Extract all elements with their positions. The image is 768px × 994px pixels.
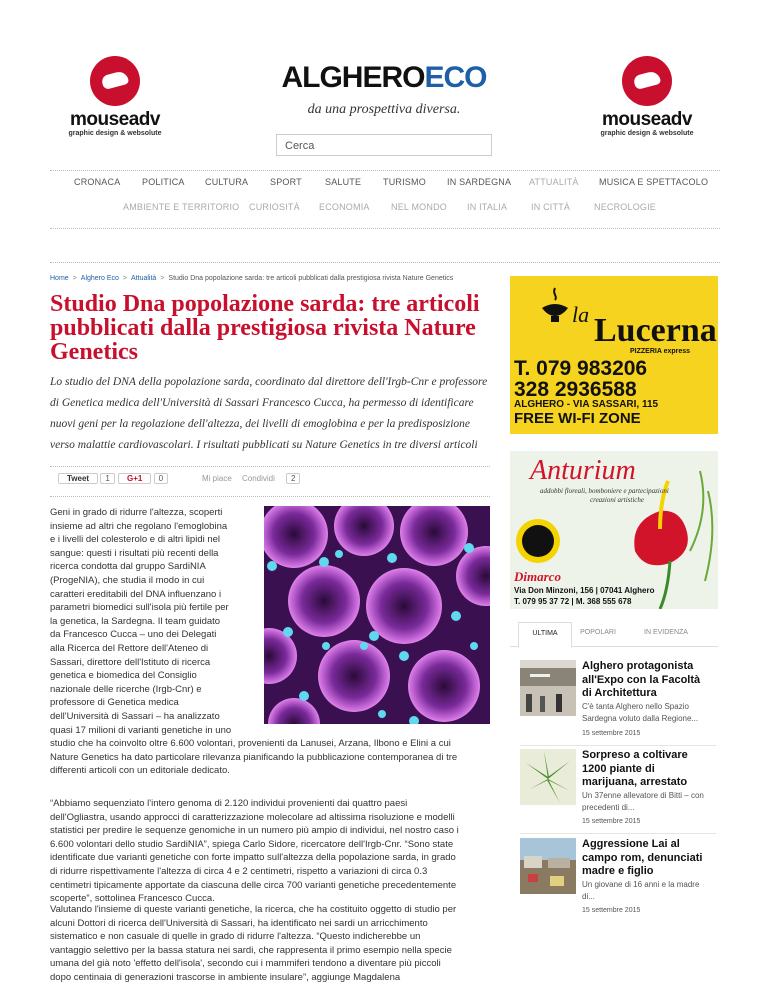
news-excerpt: Un giovane di 16 anni e la madre di... xyxy=(582,880,700,901)
tab-in-evidenza[interactable]: IN EVIDENZA xyxy=(644,629,688,636)
news-excerpt: Un 37enne allevatore di Bitti – con precedenti di... xyxy=(582,791,704,812)
article-title: Studio Dna popolazione sarda: tre articoli pubblicati dalla prestigiosa rivista Nature Genetics xyxy=(50,291,480,365)
mouseadv-name: mouseadv xyxy=(602,109,692,130)
news-excerpt: C'è tanta Alghero nello Spazio Sardegna voluto dalla Regione... xyxy=(582,702,699,723)
share-divider xyxy=(50,496,490,497)
nav-item-ambiente[interactable]: AMBIENTE E TERRITORIO xyxy=(123,202,240,212)
lucerna-phone-1: T. 079 983206 xyxy=(514,357,648,380)
tweet-button[interactable]: Tweet xyxy=(58,473,98,484)
mouseadv-logo-right[interactable] xyxy=(582,56,712,138)
oil-lamp-icon xyxy=(540,286,570,324)
news-title[interactable]: Aggressione Lai al campo rom, denunciati madre e figlio xyxy=(582,838,703,877)
nav-item-cultura[interactable]: CULTURA xyxy=(205,177,249,187)
nav-item-necrologie[interactable]: NECROLOGIE xyxy=(594,202,657,212)
news-date: 15 settembre 2015 xyxy=(582,730,641,737)
like-button[interactable]: Mi piace xyxy=(202,474,232,483)
anturium-ad[interactable] xyxy=(510,451,718,609)
brand-wordmark: ALGHEROECO xyxy=(281,61,487,94)
nav-divider xyxy=(50,170,720,171)
nav-item-cronaca[interactable]: CRONACA xyxy=(74,177,121,187)
tab-popolari[interactable]: POPOLARI xyxy=(580,629,616,636)
anturium-desc-2: creazioni artistiche xyxy=(590,496,644,504)
news-thumbnail[interactable] xyxy=(520,749,576,805)
brand-tagline: da una prospettiva diversa. xyxy=(307,102,461,117)
lucerna-phone-2: 328 2936588 xyxy=(514,378,637,401)
nav-item-economia[interactable]: ECONOMIA xyxy=(319,202,370,212)
anturium-owner: Dimarco xyxy=(514,569,561,584)
mouseadv-tagline: graphic design & websolute xyxy=(600,130,694,137)
algheroeco-logo[interactable] xyxy=(279,62,489,118)
anturium-address: Via Don Minzoni, 156 | 07041 Alghero xyxy=(514,586,655,595)
cells-microscopy-image xyxy=(264,506,490,724)
mouseadv-name: mouseadv xyxy=(70,109,160,130)
share-count: 2 xyxy=(286,473,300,484)
nav-item-sport[interactable]: SPORT xyxy=(270,177,302,187)
share-button[interactable]: Condividi xyxy=(242,474,275,483)
lucerna-subtitle: PIZZERIA express xyxy=(630,348,691,355)
expo-pavilion-image xyxy=(520,660,576,716)
breadcrumb-section[interactable]: Alghero Eco xyxy=(80,275,119,282)
nav-divider xyxy=(50,228,720,229)
breadcrumb-current: Studio Dna popolazione sarda: tre articoli pubblicati dalla prestigiosa rivista Nature Genetics xyxy=(168,275,454,282)
share-divider xyxy=(50,466,490,467)
breadcrumb-home[interactable]: Home xyxy=(50,275,69,282)
tweet-widget[interactable] xyxy=(58,472,115,488)
nav-item-musica-e-spettacolo[interactable]: MUSICA E SPETTACOLO xyxy=(599,177,709,187)
lucerna-prefix: la xyxy=(572,302,590,327)
article-lead: Lo studio del DNA della popolazione sarda, coordinato dal direttore dell'Irgb-Cnr e professore di Genetica medica dell'Università di Sassari Francesco Cucca, ha permesso di identificare nuovi geni per la regolazione dell'altezza, dei livelli di emoglobina e per la predisposizione verso malattie cardiovascolari. I risultati pubblicati su Nature Genetics in tre diversi articoli xyxy=(50,376,488,451)
share-count-widget xyxy=(286,472,300,488)
news-divider xyxy=(520,745,716,746)
mouseadv-tagline: graphic design & websolute xyxy=(68,130,162,137)
gplus-widget[interactable] xyxy=(118,472,168,488)
breadcrumb-category[interactable]: Attualità xyxy=(131,275,157,282)
article-image-cells xyxy=(264,506,490,724)
news-thumbnail[interactable] xyxy=(520,838,576,894)
anturium-brand: Anturium xyxy=(530,455,636,486)
para1-full-text: studio che ha coinvolto oltre 6.600 volontari, provenienti da Lanusei, Arzana, Ilbono e Elini a cui Nature Genetics ha dato particolare rilevanza pianificando la pubblicazione contemporanea di tre differenti articoli con un editoriale dedicato. xyxy=(50,738,458,777)
nav-item-curiosita[interactable]: CURIOSITÀ xyxy=(249,202,300,212)
mouse-icon xyxy=(90,56,140,106)
article-paragraph-3: Valutando l'insieme di queste varianti genetiche, la ricerca, che ha costituito oggetto di studio per alcuni Dottori di ricerca dell'Università di Sassari, ha identificato nei sardi un arricchimento sistematico e non casuale di quelle in grado di ridurre l'altezza. “Questo indicherebbe un vantaggio selettivo per la bassa statura nei sardi, che rappresenta il primo esempio nella specie umana del già noto 'effetto dell'isola', secondo cui i mammiferi tendono a diventare più piccoli dopo centinaia di generazioni trascorse in ambiente insulare”, aggiunge Magdalena xyxy=(50,904,457,983)
news-divider xyxy=(520,833,716,834)
nav-item-in-italia[interactable]: IN ITALIA xyxy=(467,202,508,212)
nav-item-attualita[interactable]: ATTUALITÀ xyxy=(529,177,579,187)
nav-item-nel-mondo[interactable]: NEL MONDO xyxy=(391,202,447,212)
gplus-count: 0 xyxy=(154,473,168,484)
lucerna-brand: Lucerna xyxy=(594,312,717,349)
nav-item-politica[interactable]: POLITICA xyxy=(142,177,185,187)
nav-item-salute[interactable]: SALUTE xyxy=(325,177,362,187)
search-input[interactable]: Cerca xyxy=(276,134,492,156)
marijuana-plant-image xyxy=(520,749,576,805)
mouseadv-logo-left[interactable] xyxy=(50,56,180,138)
para1-wrap-text: Geni in grado di ridurre l'altezza, scoperti insieme ad altri che regolano l'emoglobina e i livelli del colesterolo e di altri lipidi nel sangue: questi i risultati più recenti della ricerca condotta dal gruppo SardiNIA (ProgeNIA), che studia il modo in cui caratteri ereditabili del DNA influenzano i parametri biomedici sull'isola più fertile per la genetica, la Sardegna. Il team guidato da Francesco Cucca – uno dei Delegati alla Ricerca del Rettore dell'Ateneo di Sassari, direttore dell'Istituto di ricerca genetica e biomedica del Consiglio nazionale delle ricerche (Irgb-Cnr) e professore di Genetica medica dell'Università di Sassari – ha analizzato quasi 17 milioni di varianti genetiche in uno xyxy=(50,507,232,736)
rom-camp-image xyxy=(520,838,576,894)
lucerna-address: ALGHERO - VIA SASSARI, 115 xyxy=(514,399,659,410)
mouse-icon xyxy=(622,56,672,106)
lucerna-wifi: FREE WI-FI ZONE xyxy=(514,410,641,427)
lucerna-ad[interactable] xyxy=(510,276,718,434)
anturium-phone: T. 079 95 37 72 | M. 368 555 678 xyxy=(514,597,632,606)
breadcrumb: Home > Alghero Eco > Attualità > Studio Dna popolazione sarda: tre articoli pubblicati dalla prestigiosa rivista Nature Genetics xyxy=(50,275,454,282)
anturium-desc: addobbi floreali, bomboniere e partecipazioni xyxy=(540,487,669,495)
tab-ultima[interactable]: ULTIMA xyxy=(518,622,572,648)
sidebar-tabs xyxy=(510,622,718,647)
content-divider xyxy=(50,262,720,263)
nav-item-in-citta[interactable]: IN CITTÀ xyxy=(531,202,571,212)
gplus-button[interactable]: G+1 xyxy=(118,473,151,484)
nav-item-in-sardegna[interactable]: IN SARDEGNA xyxy=(447,177,512,187)
nav-item-turismo[interactable]: TURISMO xyxy=(383,177,426,187)
article-paragraph-2: “Abbiamo sequenziato l'intero genoma di 2.120 individui provenienti dai quattro paesi dell'Ogliastra, usando approcci di caratterizzazione molecolare ad altissima risoluzione e modelli statistici per predire le sequenze genomiche in un numero più ampio di individui, nel nostro caso i 6.600 volontari dello studio SardiNIA”, spiega Carlo Sidore, ricercatore dell'Irgb-Cnr. “Sono state identificate due varianti genetiche con forte impatto sull'altezza della popolazione sarda, in grado di ridurre rispettivamente l'altezza di circa 4 e 2 centimetri, rispetto a variazioni di circa 0.3 centimetri tipicamente apportate da ciascuna delle circa 700 varianti genetiche precedentemente scoperte”, sottolinea Francesco Cucca. xyxy=(50,798,459,905)
news-date: 15 settembre 2015 xyxy=(582,907,641,914)
news-title[interactable]: Sorpreso a coltivare 1200 piante di marijuana, arrestato xyxy=(582,749,688,788)
news-thumbnail[interactable] xyxy=(520,660,576,716)
news-date: 15 settembre 2015 xyxy=(582,818,641,825)
news-title[interactable]: Alghero protagonista all'Expo con la Facoltà di Architettura xyxy=(582,660,701,699)
tweet-count: 1 xyxy=(100,473,114,484)
